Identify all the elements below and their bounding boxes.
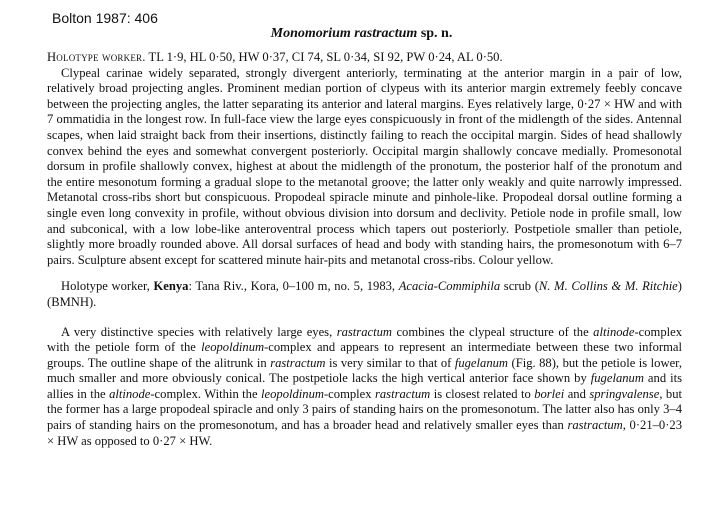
locality-habitat-suffix: scrub ( [500, 279, 539, 294]
species-name: Monomorium rastractum [270, 26, 418, 41]
taxon-name: fugelanum [590, 371, 644, 386]
discussion-text: combines the clypeal structure of the [391, 324, 594, 339]
locality-habitat: Acacia-Commiphila [398, 279, 501, 294]
locality-collectors: N. M. Collins & M. Ritchie [538, 279, 678, 294]
source-label: Bolton 1987: 406 [52, 10, 158, 26]
locality-depository: ) (BMNH). [47, 279, 682, 309]
locality-text: : Tana Riv., Kora, 0–100 m, no. 5, 1983, [188, 279, 399, 294]
taxon-name: rastractum [270, 355, 326, 370]
holotype-label: Holotype worker. [47, 50, 146, 64]
taxon-name: rastractum [336, 324, 392, 339]
locality-prefix: Holotype worker, [61, 279, 154, 294]
discussion-text: , but the former has a large propodeal spiracle and only 3 pairs of standing hairs on the promesonotum. The latter also has only 3–4 pairs of standing hairs on the promesonotum, and has a broader head and relatively smaller eyes than [47, 386, 683, 433]
discussion-text: A very distinctive species with relatively large eyes, [61, 324, 337, 339]
species-title [0, 26, 723, 42]
discussion-text: and its allies in the [47, 371, 682, 401]
discussion-paragraph [47, 325, 682, 450]
taxon-name: altinode [593, 324, 635, 339]
taxon-name: springvalense [589, 386, 660, 401]
taxon-name: rastractum [374, 386, 431, 401]
discussion-text: , 0·21–0·23 × HW as opposed to 0·27 × HW. [47, 418, 682, 448]
taxon-name: fugelanum [454, 355, 509, 370]
description-body [47, 50, 682, 449]
discussion-text: is very similar to that of [325, 355, 455, 370]
taxon-name: leopoldinum [201, 340, 265, 355]
discussion-text: (Fig. 88), but the petiole is lower, much smaller and more obviously conical. The postpetiole lacks the high vertical anterior face shown by [47, 355, 682, 386]
paragraph-gap [47, 311, 682, 325]
locality-paragraph [47, 279, 682, 310]
taxon-name: altinode [109, 386, 151, 401]
paragraph-gap [47, 268, 682, 279]
measurements-text: TL 1·9, HL 0·50, HW 0·37, CI 74, SL 0·34, SI 92, PW 0·24, AL 0·50. [145, 50, 503, 64]
taxon-name: leopoldinum [261, 386, 324, 401]
description-paragraph: Clypeal carinae widely separated, strongly divergent anteriorly, terminating at the anterior margin in a pair of low, relatively broad projecting angles. Prominent median portion of clypeus with its anterior margin extremely feebly concave between the projecting angles, the latter separating its anterior and lateral margins. Eyes relatively large, 0·27 × HW and with 7 ommatidia in the longest row. In full-face view the large eyes conspicuously in front of the midlength of the sides. Antennal scapes, when laid straight back from their insertions, distinctly failing to reach the occipital margin. Sides of head shallowly convex behind the eyes and somewhat convergent posteriorly. Occipital margin shallowly concave medially. Promesonotal dorsum in profile shallowly convex, highest at about the midlength of the pronotum, the posterior half of the pronotum and the entire mesonotum forming a gradual slope to the metanotal groove; the latter only weakly and quite narrowly impressed. Metanotal cross-ribs short but conspicuous. Propodeal spiracle minute and pinhole-like. Propodeal dorsal outline forming a single even long convexity in profile, without obvious division into dorsum and declivity. Petiole node in profile small, low and subconical, with a low lobe-like anteroventral process which tapers out posteriorly. Postpetiole smaller than petiole, slightly more broadly rounded above. All dorsal surfaces of head and body with standing hairs, the promesonotum with 6–7 pairs. Sculpture absent except for scattered minute hair-pits and metanotal cross-ribs. Colour yellow. [47, 65, 682, 267]
discussion-text: is closest related to [430, 386, 535, 401]
discussion-text: -complex [323, 386, 375, 401]
measurements-paragraph [47, 50, 682, 66]
taxon-name: rastractum [567, 418, 623, 433]
discussion-text: -complex. Within the [150, 386, 262, 401]
discussion-text: -complex and appears to represent an intermediate between these two informal groups. The outline shape of the alitrunk in [47, 340, 683, 370]
locality-country: Kenya [153, 279, 189, 294]
species-status: sp. n. [417, 26, 453, 41]
discussion-text: -complex with the petiole form of the [47, 324, 682, 355]
discussion-text: and [564, 386, 590, 401]
taxon-name: borlei [534, 386, 565, 401]
